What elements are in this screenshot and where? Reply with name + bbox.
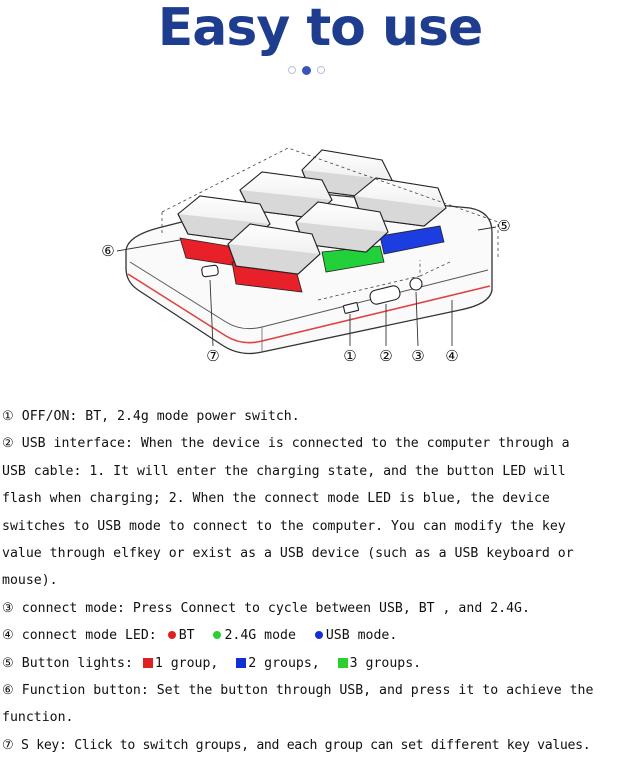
callout-7: ⑦	[206, 347, 220, 365]
page-title: Easy to use	[157, 0, 483, 58]
desc-line: ⑦ S key: Click to switch groups, and each group can set different key values.	[2, 737, 591, 753]
carousel-dot-2-active[interactable]	[302, 66, 311, 75]
led-legend-prefix: ④ connect mode LED:	[2, 628, 165, 644]
desc-line: ⑥ Function button: Set the button through USB, and press it to achieve the	[2, 683, 594, 699]
desc-line: ① OFF/ON: BT, 2.4g mode power switch.	[2, 409, 300, 424]
bt-dot-icon	[168, 631, 176, 639]
carousel-dot-3[interactable]	[317, 66, 325, 74]
function-button	[201, 265, 218, 277]
keypad-diagram	[0, 100, 640, 390]
desc-line: ③ connect mode: Press Connect to cycle between USB, BT , and 2.4G.	[2, 600, 530, 616]
led-legend-item: BT	[178, 628, 195, 644]
description-text	[2, 403, 638, 759]
desc-line: ② USB interface: When the device is connected to the computer through a	[2, 436, 570, 452]
carousel-indicator[interactable]	[288, 64, 325, 76]
group3-square-icon	[338, 658, 348, 668]
desc-line: function.	[2, 710, 74, 726]
connect-button	[410, 278, 422, 290]
callout-5: ⑤	[497, 217, 511, 235]
button-lights-prefix: ⑤ Button lights:	[2, 655, 141, 671]
led-legend-item: 2.4G mode	[224, 628, 296, 644]
callout-1: ①	[343, 347, 357, 365]
desc-line: mouse).	[2, 573, 58, 589]
desc-line: USB cable: 1. It will enter the charging state, and the button LED will	[2, 463, 566, 479]
desc-line: flash when charging; 2. When the connect mode LED is blue, the device	[2, 491, 550, 507]
button-lights-line	[2, 650, 638, 677]
group2-square-icon	[236, 658, 246, 668]
button-lights-item: 2 groups,	[248, 655, 320, 671]
led-legend-line	[2, 622, 638, 649]
24g-dot-icon	[213, 631, 221, 639]
button-lights-item: 3 groups.	[349, 655, 422, 671]
desc-line: value through elfkey or exist as a USB device (such as a USB keyboard or	[2, 546, 574, 562]
led-legend-item: USB mode.	[325, 628, 398, 644]
group1-square-icon	[143, 658, 153, 668]
callout-4: ④	[445, 347, 459, 365]
desc-line: switches to USB mode to connect to the computer. You can modify the key	[2, 518, 566, 534]
usb-dot-icon	[315, 631, 323, 639]
callout-6: ⑥	[101, 242, 115, 260]
callout-2: ②	[379, 347, 393, 365]
callout-3: ③	[411, 347, 425, 365]
button-lights-item: 1 group,	[154, 655, 219, 671]
carousel-dot-1[interactable]	[288, 66, 296, 74]
